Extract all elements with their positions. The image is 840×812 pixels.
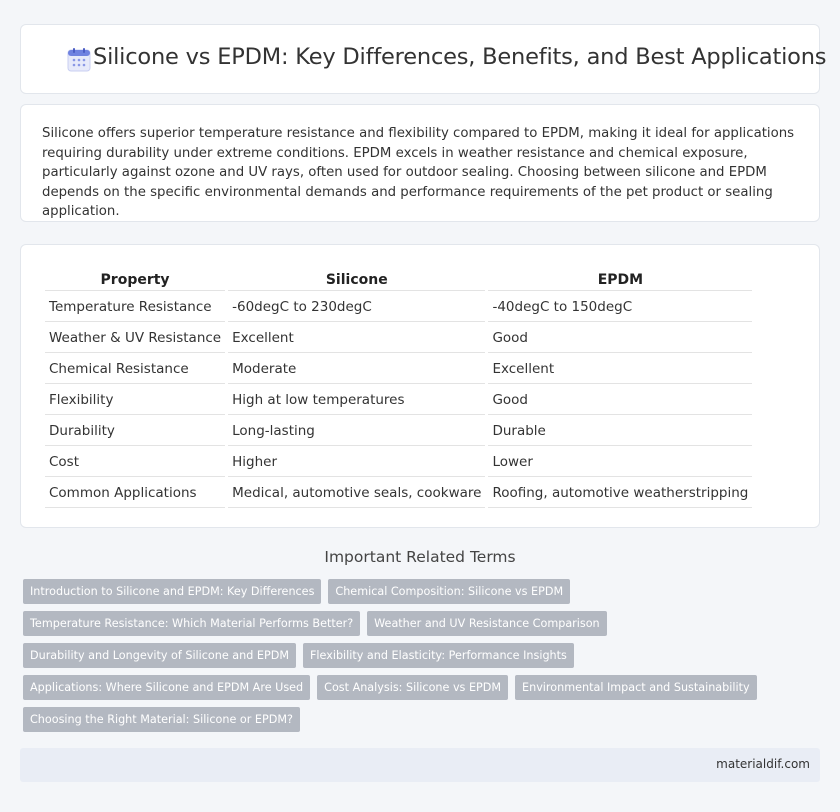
table-cell: Good	[488, 386, 752, 415]
related-term-link[interactable]: Chemical Composition: Silicone vs EPDM	[328, 579, 570, 604]
related-term-link[interactable]: Weather and UV Resistance Comparison	[367, 611, 607, 636]
header	[20, 24, 827, 94]
table-cell: Flexibility	[45, 386, 225, 415]
table-cell: Medical, automotive seals, cookware	[228, 479, 485, 508]
related-term-link[interactable]: Choosing the Right Material: Silicone or EPDM?	[23, 707, 300, 732]
table-row	[45, 355, 752, 384]
comparison-table-card	[20, 244, 820, 528]
table-row	[45, 293, 752, 322]
table-row	[45, 324, 752, 353]
table-cell: Higher	[228, 448, 485, 477]
table-cell: Long-lasting	[228, 417, 485, 446]
table-header-row	[45, 266, 752, 291]
table-cell: Weather & UV Resistance	[45, 324, 225, 353]
intro-text: Silicone offers superior temperature resistance and flexibility compared to EPDM, making it ideal for applications requiring durability under extreme conditions. EPDM excels in weather resistance and chemical exposure, particularly against ozone and UV rays, often used for outdoor sealing. Choosing between silicone and EPDM depends on the specific environmental demands and performance requirements of the pet product or sealing application.	[42, 126, 795, 219]
table-cell: Excellent	[228, 324, 485, 353]
comparison-table	[42, 264, 755, 510]
table-row	[45, 479, 752, 508]
footer-site-link[interactable]: materialdif.com	[716, 757, 810, 771]
table-cell: Excellent	[488, 355, 752, 384]
table-cell: High at low temperatures	[228, 386, 485, 415]
related-term-link[interactable]: Applications: Where Silicone and EPDM Are Used	[23, 675, 310, 700]
related-term-link[interactable]: Introduction to Silicone and EPDM: Key Differences	[23, 579, 321, 604]
calendar-icon	[67, 47, 91, 72]
page-title: Silicone vs EPDM: Key Differences, Benefits, and Best Applications	[93, 44, 827, 70]
table-row	[45, 386, 752, 415]
table-cell: Roofing, automotive weatherstripping	[488, 479, 752, 508]
table-cell: Chemical Resistance	[45, 355, 225, 384]
table-cell: Durable	[488, 417, 752, 446]
header-property: Property	[45, 266, 225, 291]
table-row	[45, 417, 752, 446]
table-cell: Temperature Resistance	[45, 293, 225, 322]
header-silicone: Silicone	[228, 266, 485, 291]
table-cell: Good	[488, 324, 752, 353]
related-term-link[interactable]: Environmental Impact and Sustainability	[515, 675, 757, 700]
table-cell: -40degC to 150degC	[488, 293, 752, 322]
table-cell: -60degC to 230degC	[228, 293, 485, 322]
table-cell: Durability	[45, 417, 225, 446]
table-cell: Cost	[45, 448, 225, 477]
related-terms-list	[20, 579, 820, 733]
intro-card	[20, 104, 820, 222]
footer	[20, 748, 820, 782]
related-terms-title: Important Related Terms	[324, 548, 516, 566]
table-cell: Common Applications	[45, 479, 225, 508]
related-term-link[interactable]: Durability and Longevity of Silicone and EPDM	[23, 643, 296, 668]
table-cell: Moderate	[228, 355, 485, 384]
related-term-link[interactable]: Temperature Resistance: Which Material Performs Better?	[23, 611, 360, 636]
header-epdm: EPDM	[488, 266, 752, 291]
table-row	[45, 448, 752, 477]
related-term-link[interactable]: Cost Analysis: Silicone vs EPDM	[317, 675, 508, 700]
related-term-link[interactable]: Flexibility and Elasticity: Performance Insights	[303, 643, 574, 668]
related-terms-section	[20, 548, 820, 739]
table-cell: Lower	[488, 448, 752, 477]
